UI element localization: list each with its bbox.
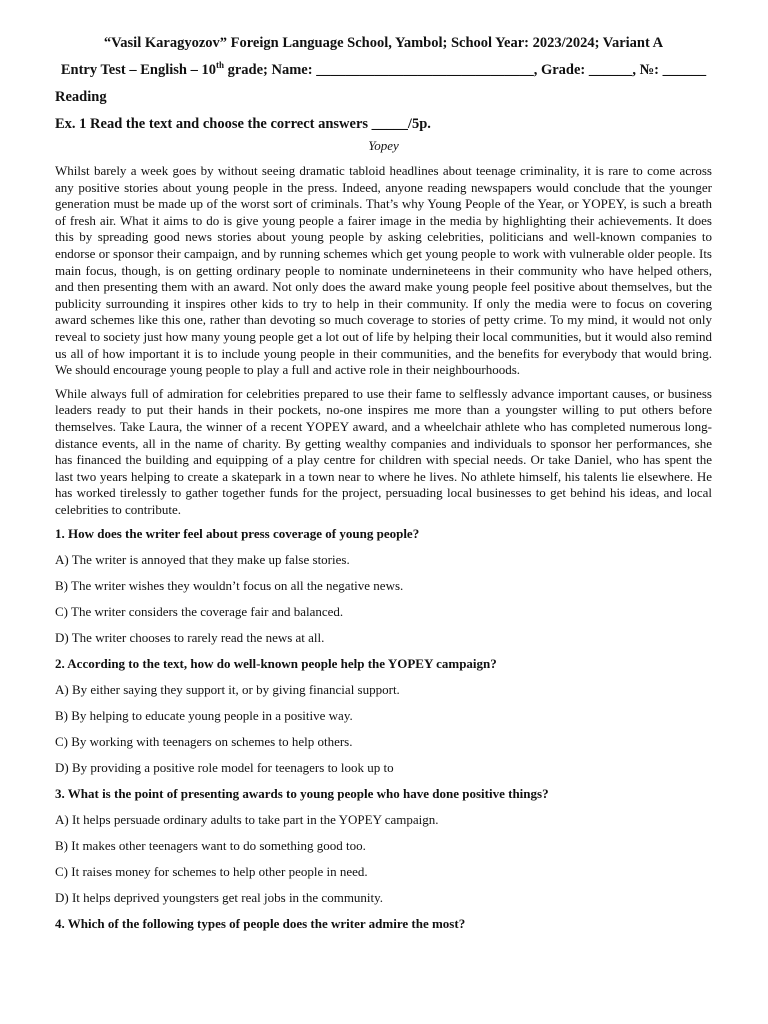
test-page	[55, 34, 712, 932]
entry-fields: grade; Name: ______________________________, Grade: ______, №: ______	[223, 62, 707, 78]
question-2-option-d: D) By providing a positive role model for teenagers to look up to	[55, 760, 394, 776]
question-3: 3. What is the point of presenting awards to young people who have done positive things?	[55, 786, 549, 802]
question-4: 4. Which of the following types of people does the writer admire the most?	[55, 916, 466, 932]
question-block-2	[55, 656, 712, 776]
question-1: 1. How does the writer feel about press coverage of young people?	[55, 526, 420, 542]
question-1-option-b: B) The writer wishes they wouldn’t focus on all the negative news.	[55, 578, 404, 594]
question-2: 2. According to the text, how do well-known people help the YOPEY campaign?	[55, 656, 497, 672]
reading-text-title: Yopey	[368, 138, 399, 153]
question-2-option-b: B) By helping to educate young people in a positive way.	[55, 708, 353, 724]
entry-test-line	[55, 61, 712, 79]
question-2-option-c: C) By working with teenagers on schemes to help others.	[55, 734, 353, 750]
question-2-option-a: A) By either saying they support it, or by giving financial support.	[55, 682, 400, 698]
question-block-1	[55, 526, 712, 646]
question-3-option-d: D) It helps deprived youngsters get real jobs in the community.	[55, 890, 384, 906]
exercise-instruction: Ex. 1 Read the text and choose the correct answers _____/5p.	[55, 116, 431, 132]
question-1-option-d: D) The writer chooses to rarely read the news at all.	[55, 630, 325, 646]
reading-paragraph-2: While always full of admiration for celebrities prepared to use their fame to selflessly advance important causes, or business leaders ready to put their hands in their pockets, no-one inspires me more than a youngster willing to put others before themselves. Take Laura, the winner of a recent YOPEY award, and a wheelchair athlete who has completed numerous long-distance events, all in the name of charity. By getting wealthy companies and individuals to sponsor her performances, she has financed the building and equipping of a play centre for children with special needs. Or take Daniel, who has spent the last two years helping to create a skatepark in a town near to where he lives. No athlete himself, his talents lie elsewhere. He has worked tirelessly to gather together funds for the project, persuading local businesses to get behind his ideas, and local celebrities to contribute.	[55, 385, 712, 517]
section-title: Reading	[55, 89, 107, 105]
question-1-option-a: A) The writer is annoyed that they make up false stories.	[55, 552, 350, 568]
question-3-option-c: C) It raises money for schemes to help other people in need.	[55, 864, 368, 880]
question-block-4	[55, 916, 712, 932]
reading-paragraph-1: Whilst barely a week goes by without seeing dramatic tabloid headlines about teenage criminality, it is rare to come across any positive stories about young people in the press. Indeed, anyone reading newspapers would conclude that the younger generation must be made up of the worst sort of criminals. That’s why Young People of the Year, or YOPEY, is such a breath of fresh air. What it aims to do is give young people a fairer image in the media by highlighting their achievements. It does this by spreading good news stories about young people by asking celebrities, politicians and well-known companies to endorse or sponsor their campaign, and by running schemes which get young people to work with vulnerable older people. Its main focus, though, is on getting ordinary people to nominate undernineteens in their community who have helped others, and then presenting them with an award. Not only does the award make young people feel positive about themselves, but the publicity surrounding it inspires other kids to try to help in their community. If only the media were to focus on covering award schemes like this one, rather than devoting so much coverage to stories of petty crime. To my mind, it would not only reveal to society just how many young people get a lot out of life by helping their local communities, but it would also remind us all of how important it is to include young people in their communities, and the benefits for everybody that would bring. We should encourage young people to play a full and active role in their neighbourhoods.	[55, 163, 712, 378]
question-3-option-a: A) It helps persuade ordinary adults to take part in the YOPEY campaign.	[55, 812, 439, 828]
entry-prefix: Entry Test – English – 10	[60, 62, 216, 78]
grade-suffix: th	[215, 60, 224, 71]
question-1-option-c: C) The writer considers the coverage fair and balanced.	[55, 604, 344, 620]
question-block-3	[55, 786, 712, 906]
school-header: “Vasil Karagyozov” Foreign Language School, Yambol; School Year: 2023/2024; Variant A	[103, 35, 664, 51]
question-3-option-b: B) It makes other teenagers want to do something good too.	[55, 838, 366, 854]
